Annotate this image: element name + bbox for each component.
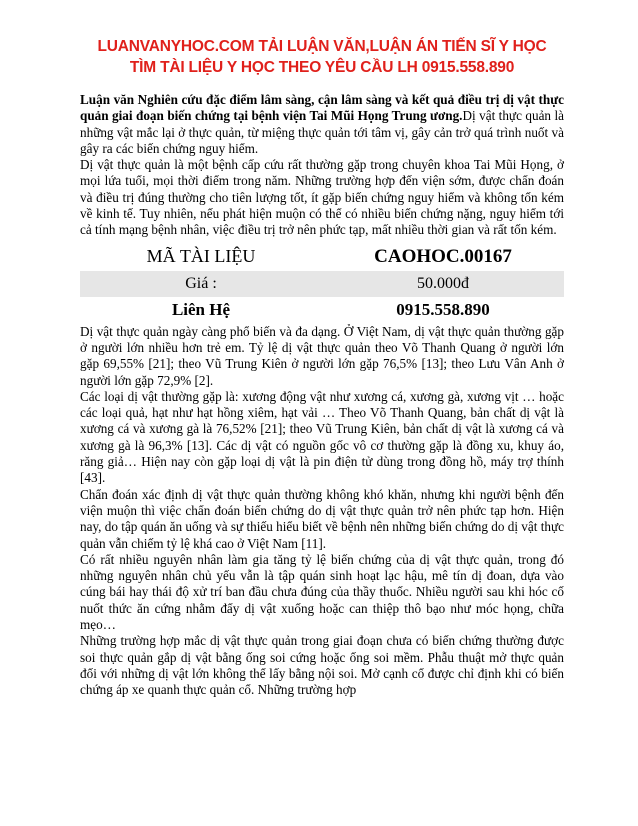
site-header [80, 36, 564, 78]
price-label: Giá : [185, 274, 217, 292]
paragraph-6: Những trường hợp mắc dị vật thực quản trong giai đoạn chưa có biến chứng thường được soi thực quản gắp dị vật bằng ống soi cứng hoặc ống soi mềm. Phẫu thuật mở thực quản đối với những dị vật lớn không thể lấy bằng nội soi. Mở cạnh cổ được chỉ định khi có biến chứng áp xe quanh thực quản cổ. Những trường hợp [80, 633, 564, 698]
header-line-1: LUANVANYHOC.COM TẢI LUẬN VĂN,LUẬN ÁN TIẾN SĨ Y HỌC [97, 38, 547, 55]
header-line-2: TÌM TÀI LIỆU Y HỌC THEO YÊU CẦU LH 0915.558.890 [129, 59, 515, 76]
code-row [80, 243, 564, 271]
intro-text: Dị vật thực quản là những vật mắc lại ở thực quản, từ miệng thực quản tới tâm vị, gây cản trở quá trình nuốt và gây ra các biến chứng nguy hiểm. [80, 108, 564, 156]
paragraph-4: Chẩn đoán xác định dị vật thực quản thường không khó khăn, nhưng khi người bệnh đến viện muộn thì việc chẩn đoán biến chứng do dị vật thực quản trở nên phức tạp hơn. Hiện nay, do tập quán ăn uống và sự thiếu hiểu biết về bệnh nên những biến chứng do dị vật thực quản vẫn chiếm tỷ lệ khá cao ở Việt Nam [11]. [80, 486, 564, 551]
contact-phone: 0915.558.890 [396, 299, 490, 319]
code-value: CAOHOC.00167 [374, 245, 512, 267]
price-row [80, 271, 564, 297]
code-label: MÃ TÀI LIỆU [146, 246, 256, 267]
paragraph-5: Có rất nhiều nguyên nhân làm gia tăng tỷ lệ biến chứng của dị vật thực quản, trong đó những nguyên nhân chủ yếu vẫn là tập quán sinh hoạt lạc hậu, mê tín dị đoan, dựa vào cúng bái hay thái độ xử trí ban đầu chưa đúng của thầy thuốc. Nhiều người sau khi hóc cố nuốt thức ăn cứng nhằm đẩy dị vật xuống hoặc can thiệp thô bạo như móc họng, chữa mẹo… [80, 551, 564, 633]
intro-paragraph [80, 92, 564, 157]
contact-label: Liên Hệ [171, 299, 231, 319]
paragraph-2: Dị vật thực quản ngày càng phổ biến và đa dạng. Ở Việt Nam, dị vật thực quản thường gặp ở người lớn nhiều hơn trẻ em. Tỷ lệ dị vật thực quản theo Võ Thanh Quang ở người lớn gặp 69,55% [21]; theo Vũ Trung Kiên ở người lớn gặp 76,5% [13]; theo Lưu Vân Anh ở người lớn gặp 72,9% [2]. [80, 323, 564, 388]
document-title: Luận văn Nghiên cứu đặc điểm lâm sàng, cận lâm sàng và kết quả điều trị dị vật thực quản giai đoạn biến chứng tại bệnh viện Tai Mũi Họng Trung ương. [80, 92, 564, 124]
paragraph-1: Dị vật thực quản là một bệnh cấp cứu rất thường gặp trong chuyên khoa Tai Mũi Họng, ở mọi lứa tuổi, mọi thời điểm trong năm. Những trường hợp đến viện sớm, được chẩn đoán và điều trị đúng thường cho tiên lượng tốt, ít gặp biến chứng nguy hiểm và không tốn kém về kinh tế. Tuy nhiên, nếu phát hiện muộn có thể có nhiều biến chứng nặng, nguy hiểm tới cả tính mạng bệnh nhân, việc điều trị trở nên phức tạp, mất nhiều thời gian và rất tốn kém. [80, 157, 564, 238]
price-value: 50.000đ [417, 274, 469, 292]
contact-row [80, 297, 564, 323]
paragraph-3: Các loại dị vật thường gặp là: xương động vật như xương cá, xương gà, xương vịt … hoặc các loại quả, hạt như hạt hồng xiêm, hạt vải … Theo Võ Thanh Quang, bản chất dị vật là xương cá và xương gà là 76,52% [21]; theo Vũ Trung Kiên, bản chất dị vật là xương cá và xương gà là 96,3% [13]. Các dị vật có nguồn gốc vô cơ thường gặp là đồng xu, khuy áo, răng giả… Hiện nay còn gặp loại dị vật là pin điện tử dùng trong đồng hồ, máy trợ thính [43]. [80, 388, 564, 486]
document-info-table [80, 243, 564, 323]
document-page [80, 36, 564, 699]
